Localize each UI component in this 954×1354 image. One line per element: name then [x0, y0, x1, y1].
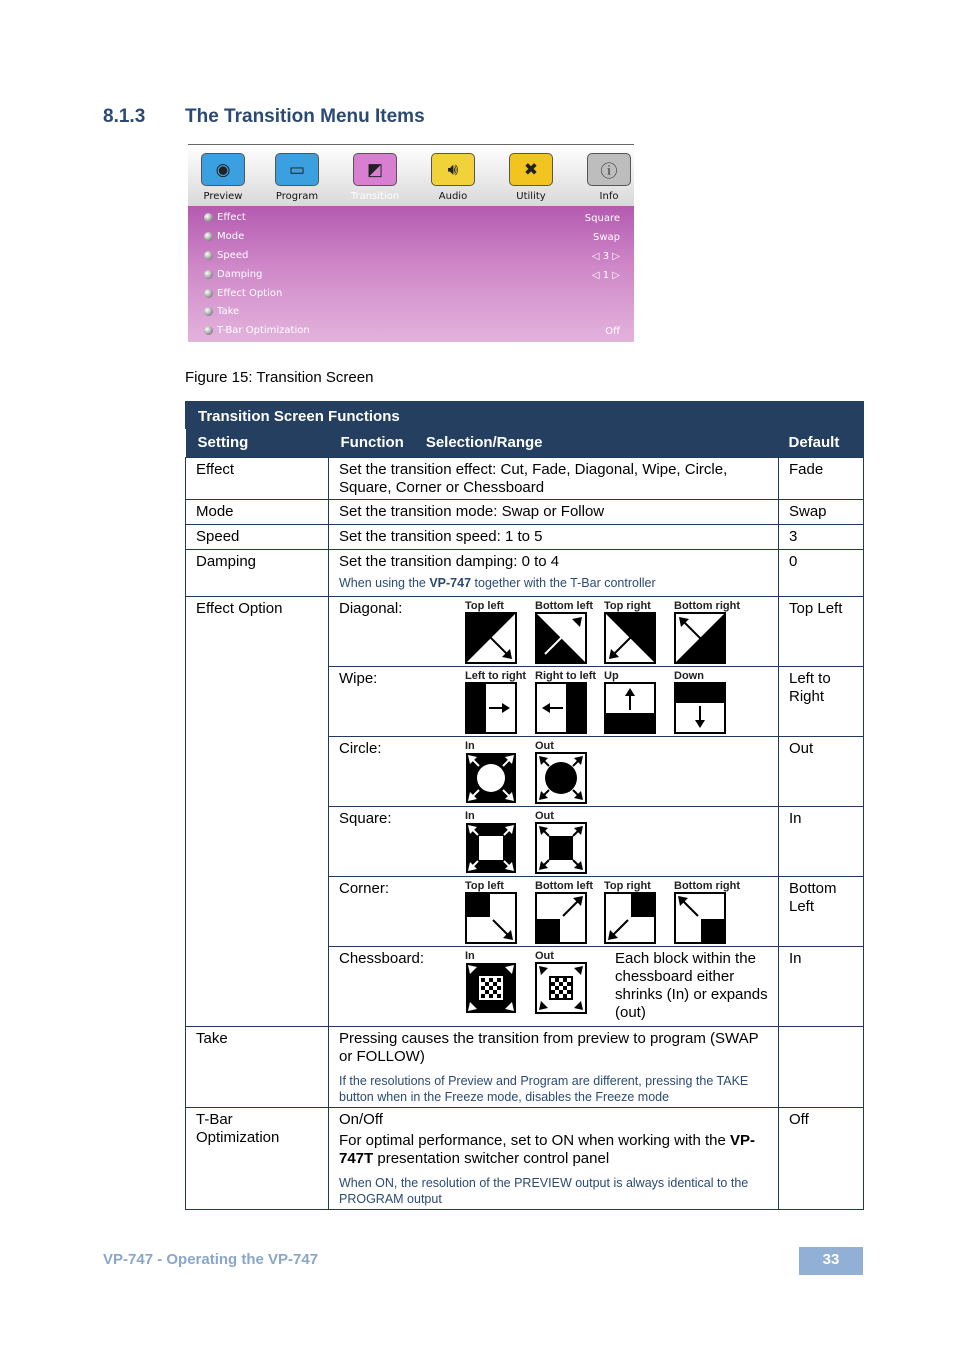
osd-tab-label: Program: [275, 191, 319, 202]
square-label: Square:: [339, 810, 392, 827]
wipe-down-option: Down: [674, 667, 744, 734]
bullet-icon: [204, 326, 213, 335]
osd-menu-item: Damping: [204, 269, 262, 280]
diagonal-top-left-icon: [465, 612, 517, 664]
damping-note: When using the VP-747 together with the T-Bar controller: [339, 576, 656, 590]
corner-bottom-right-option: Bottom right: [674, 877, 744, 944]
osd-tab-label: Utility: [516, 191, 546, 202]
transition-functions-table: [185, 401, 864, 1210]
function-cell: [329, 1108, 779, 1210]
figure-caption: Figure 15: Transition Screen: [185, 369, 374, 386]
default-cell: Bottom Left: [779, 877, 864, 947]
transition-osd-screenshot: [188, 144, 634, 342]
osd-tab-label: Audio: [438, 191, 468, 202]
osd-menu-value: ◁ 1 ▷: [591, 270, 620, 281]
function-cell: [329, 877, 779, 947]
default-cell: Out: [779, 737, 864, 807]
setting-cell: Take: [186, 1027, 329, 1108]
setting-cell: Mode: [186, 500, 329, 525]
osd-menu-value: Off: [605, 326, 620, 337]
take-note: If the resolutions of Preview and Program are different, pressing the TAKE button when in the Freeze mode, disables the Freeze mode: [339, 1074, 749, 1104]
square-out-icon: [535, 822, 587, 874]
wipe-up-option: Up: [604, 667, 674, 734]
default-cell: Top Left: [779, 597, 864, 667]
corner-bottom-left-option: Bottom left: [535, 877, 605, 944]
tbar-note: When ON, the resolution of the PREVIEW output is always identical to the PROGRAM output: [339, 1176, 749, 1206]
setting-cell: Speed: [186, 525, 329, 550]
osd-tab-preview: [188, 149, 258, 202]
osd-tab-utility: [496, 149, 566, 202]
default-cell: 3: [779, 525, 864, 550]
diagonal-label: Diagonal:: [339, 600, 403, 617]
osd-menu-item: Take: [204, 306, 239, 317]
wipe-right-to-left-icon: [535, 682, 587, 734]
header-default: Default: [779, 429, 864, 458]
circle-in-option: In: [465, 737, 535, 804]
setting-cell: Effect: [186, 458, 329, 500]
default-cell: Swap: [779, 500, 864, 525]
info-icon: ⓘ: [587, 153, 631, 186]
osd-menu-item: Speed: [204, 250, 248, 261]
osd-tab-label: Info: [599, 191, 619, 202]
bullet-icon: [204, 289, 213, 298]
square-in-icon: [465, 822, 517, 874]
wipe-right-to-left-option: Right to left: [535, 667, 605, 734]
wipe-down-icon: [674, 682, 726, 734]
chessboard-out-option: Out: [535, 947, 605, 1014]
header-setting: Setting: [186, 429, 329, 458]
function-text: On/Off: [339, 1111, 383, 1128]
osd-tab-bar: [188, 144, 634, 207]
setting-cell: Effect Option: [186, 597, 329, 1027]
corner-bottom-right-icon: [674, 892, 726, 944]
osd-tab-transition: [340, 149, 410, 202]
wipe-up-icon: [604, 682, 656, 734]
wipe-label: Wipe:: [339, 670, 378, 687]
bullet-icon: [204, 213, 213, 222]
page-number: 33: [799, 1247, 863, 1275]
square-in-option: In: [465, 807, 535, 874]
osd-menu-value: Square: [584, 213, 620, 224]
default-cell: In: [779, 947, 864, 1027]
function-text: Pressing causes the transition from preview to program (SWAP or FOLLOW): [339, 1030, 759, 1065]
table-title: Transition Screen Functions: [186, 401, 864, 429]
bullet-icon: [204, 270, 213, 279]
osd-menu-value: ◁ 3 ▷: [591, 251, 620, 262]
setting-cell: T-Bar Optimization: [186, 1108, 329, 1210]
eye-icon: ◉: [201, 153, 245, 186]
wipe-left-to-right-option: Left to right: [465, 667, 535, 734]
diagonal-bottom-right-option: Bottom right: [674, 597, 744, 664]
osd-tab-info: [574, 149, 634, 202]
circle-out-icon: [535, 752, 587, 804]
header-function: Function Selection/Range: [329, 429, 779, 458]
wipe-left-to-right-icon: [465, 682, 517, 734]
diagonal-top-right-option: Top right: [604, 597, 674, 664]
corner-top-left-icon: [465, 892, 517, 944]
speaker-icon: 🔊︎: [431, 153, 475, 186]
function-cell: [329, 1027, 779, 1108]
footer-title: VP-747 - Operating the VP-747: [103, 1251, 319, 1268]
function-text-2: For optimal performance, set to ON when working with the VP-747T presentation switcher control panel: [339, 1132, 756, 1167]
osd-menu-item: T-Bar Optimization: [204, 325, 310, 336]
corner-bottom-left-icon: [535, 892, 587, 944]
default-cell: Left to Right: [779, 667, 864, 737]
chessboard-in-icon: [465, 962, 517, 1014]
bullet-icon: [204, 251, 213, 260]
tools-icon: ✖: [509, 153, 553, 186]
chessboard-out-icon: [535, 962, 587, 1014]
function-cell: [329, 550, 779, 597]
diagonal-top-left-option: Top left: [465, 597, 535, 664]
diagonal-bottom-right-icon: [674, 612, 726, 664]
table-row: [186, 1108, 864, 1210]
corner-top-left-option: Top left: [465, 877, 535, 944]
corner-label: Corner:: [339, 880, 390, 897]
section-heading: [103, 106, 425, 128]
default-cell: In: [779, 807, 864, 877]
function-cell: Set the transition speed: 1 to 5: [329, 525, 779, 550]
chessboard-label: Chessboard:: [339, 950, 425, 967]
circle-label: Circle:: [339, 740, 382, 757]
chessboard-description: Each block within the chessboard either shrinks (In) or expands (out): [615, 950, 768, 1021]
chessboard-in-option: In: [465, 947, 535, 1014]
osd-menu: [188, 206, 634, 342]
corner-top-right-icon: [604, 892, 656, 944]
section-title: The Transition Menu Items: [185, 106, 425, 127]
table-row: [186, 500, 864, 525]
diagonal-top-right-icon: [604, 612, 656, 664]
osd-tab-program: [262, 149, 332, 202]
table-row: [186, 525, 864, 550]
function-cell: [329, 667, 779, 737]
osd-menu-value: Swap: [592, 232, 620, 243]
osd-tab-label: Preview: [203, 191, 243, 202]
osd-menu-item: Effect: [204, 212, 246, 223]
osd-tab-label: Transition: [350, 191, 400, 202]
default-cell: [779, 1027, 864, 1108]
section-number: 8.1.3: [103, 106, 146, 127]
square-out-option: Out: [535, 807, 605, 874]
default-cell: 0: [779, 550, 864, 597]
osd-menu-item: Mode: [204, 231, 244, 242]
setting-cell: Damping: [186, 550, 329, 597]
monitor-icon: ▭: [275, 153, 319, 186]
osd-menu-item: Effect Option: [204, 288, 282, 299]
corner-top-right-option: Top right: [604, 877, 674, 944]
function-cell: Set the transition mode: Swap or Follow: [329, 500, 779, 525]
table-row: [186, 458, 864, 500]
function-cell: [329, 947, 779, 1027]
circle-in-icon: [465, 752, 517, 804]
function-cell: [329, 737, 779, 807]
function-cell: Set the transition effect: Cut, Fade, Diagonal, Wipe, Circle, Square, Corner or Chessboard: [329, 458, 779, 500]
table-row: [186, 1027, 864, 1108]
table-row: [186, 550, 864, 597]
transition-icon: ◩: [353, 153, 397, 186]
default-cell: Fade: [779, 458, 864, 500]
function-cell: [329, 807, 779, 877]
bullet-icon: [204, 232, 213, 241]
diagonal-bottom-left-option: Bottom left: [535, 597, 605, 664]
table-row: [186, 597, 864, 667]
function-text: Set the transition damping: 0 to 4: [339, 553, 560, 570]
function-cell: [329, 597, 779, 667]
default-cell: Off: [779, 1108, 864, 1210]
diagonal-bottom-left-icon: [535, 612, 587, 664]
bullet-icon: [204, 307, 213, 316]
osd-tab-audio: [418, 149, 488, 202]
circle-out-option: Out: [535, 737, 605, 804]
